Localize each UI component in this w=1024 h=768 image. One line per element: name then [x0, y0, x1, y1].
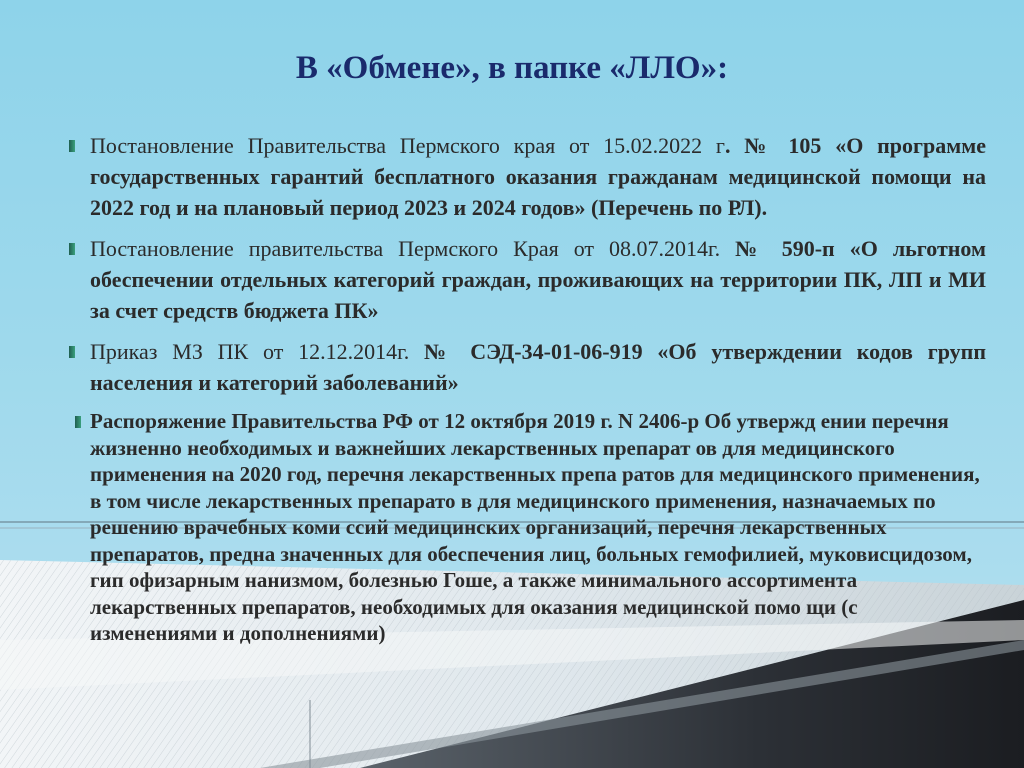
item-normal-text: Приказ МЗ ПК от 12.12.2014г.	[90, 339, 424, 364]
bullet-icon	[69, 140, 75, 152]
slide-title: В «Обмене», в папке «ЛЛО»:	[295, 50, 729, 86]
bullet-icon	[69, 243, 75, 255]
list-item	[66, 408, 986, 647]
list-item	[66, 233, 986, 326]
item-bold-text: № 590-п «О льготном обеспечении отдельных категорий граждан, проживающих на территории ПК, ЛП и МИ за счет средств бюджета ПК»	[90, 236, 986, 323]
item-bold-text: Распоряжение Правительства РФ от 12 октября 2019 г. N 2406-р Об утвержд ении перечня жизненно необходимых и важнейших лекарственных препарат ов для медицинского применения на 2020 год, перечня лекарственных препа ратов для медицинского применения, в том числе лекарственных препарато в для медицинского применения, назначаемых по решению врачебных коми ссий медицинских организаций, перечня лекарственных препаратов, предна значенных для обеспечения лиц, больных гемофилией, муковисцидозом, гип офизарным нанизмом, болезнью Гоше, а также минимального ассортимента лекарственных препаратов, необходимых для оказания медицинской помо щи (с изменениями и дополнениями)	[90, 409, 980, 645]
list-item	[66, 130, 986, 223]
bullet-icon	[75, 416, 81, 428]
bullet-icon	[69, 346, 75, 358]
item-bold-text: . № 105 «О программе государственных гарантий бесплатного оказания гражданам медицинской помощи на 2022 год и на плановый период 2023 и 2024 годов» (Перечень по РЛ).	[90, 133, 987, 220]
list-item	[66, 336, 986, 398]
item-bold-text: № СЭД-34-01-06-919 «Об утверждении кодов групп населения и категорий заболеваний»	[90, 339, 986, 395]
item-normal-text: Постановление правительства Пермского Края от 08.07.2014г.	[90, 236, 736, 261]
item-normal-text: Постановление Правительства Пермского края от 15.02.2022 г	[90, 133, 725, 158]
bullet-list	[66, 130, 986, 657]
